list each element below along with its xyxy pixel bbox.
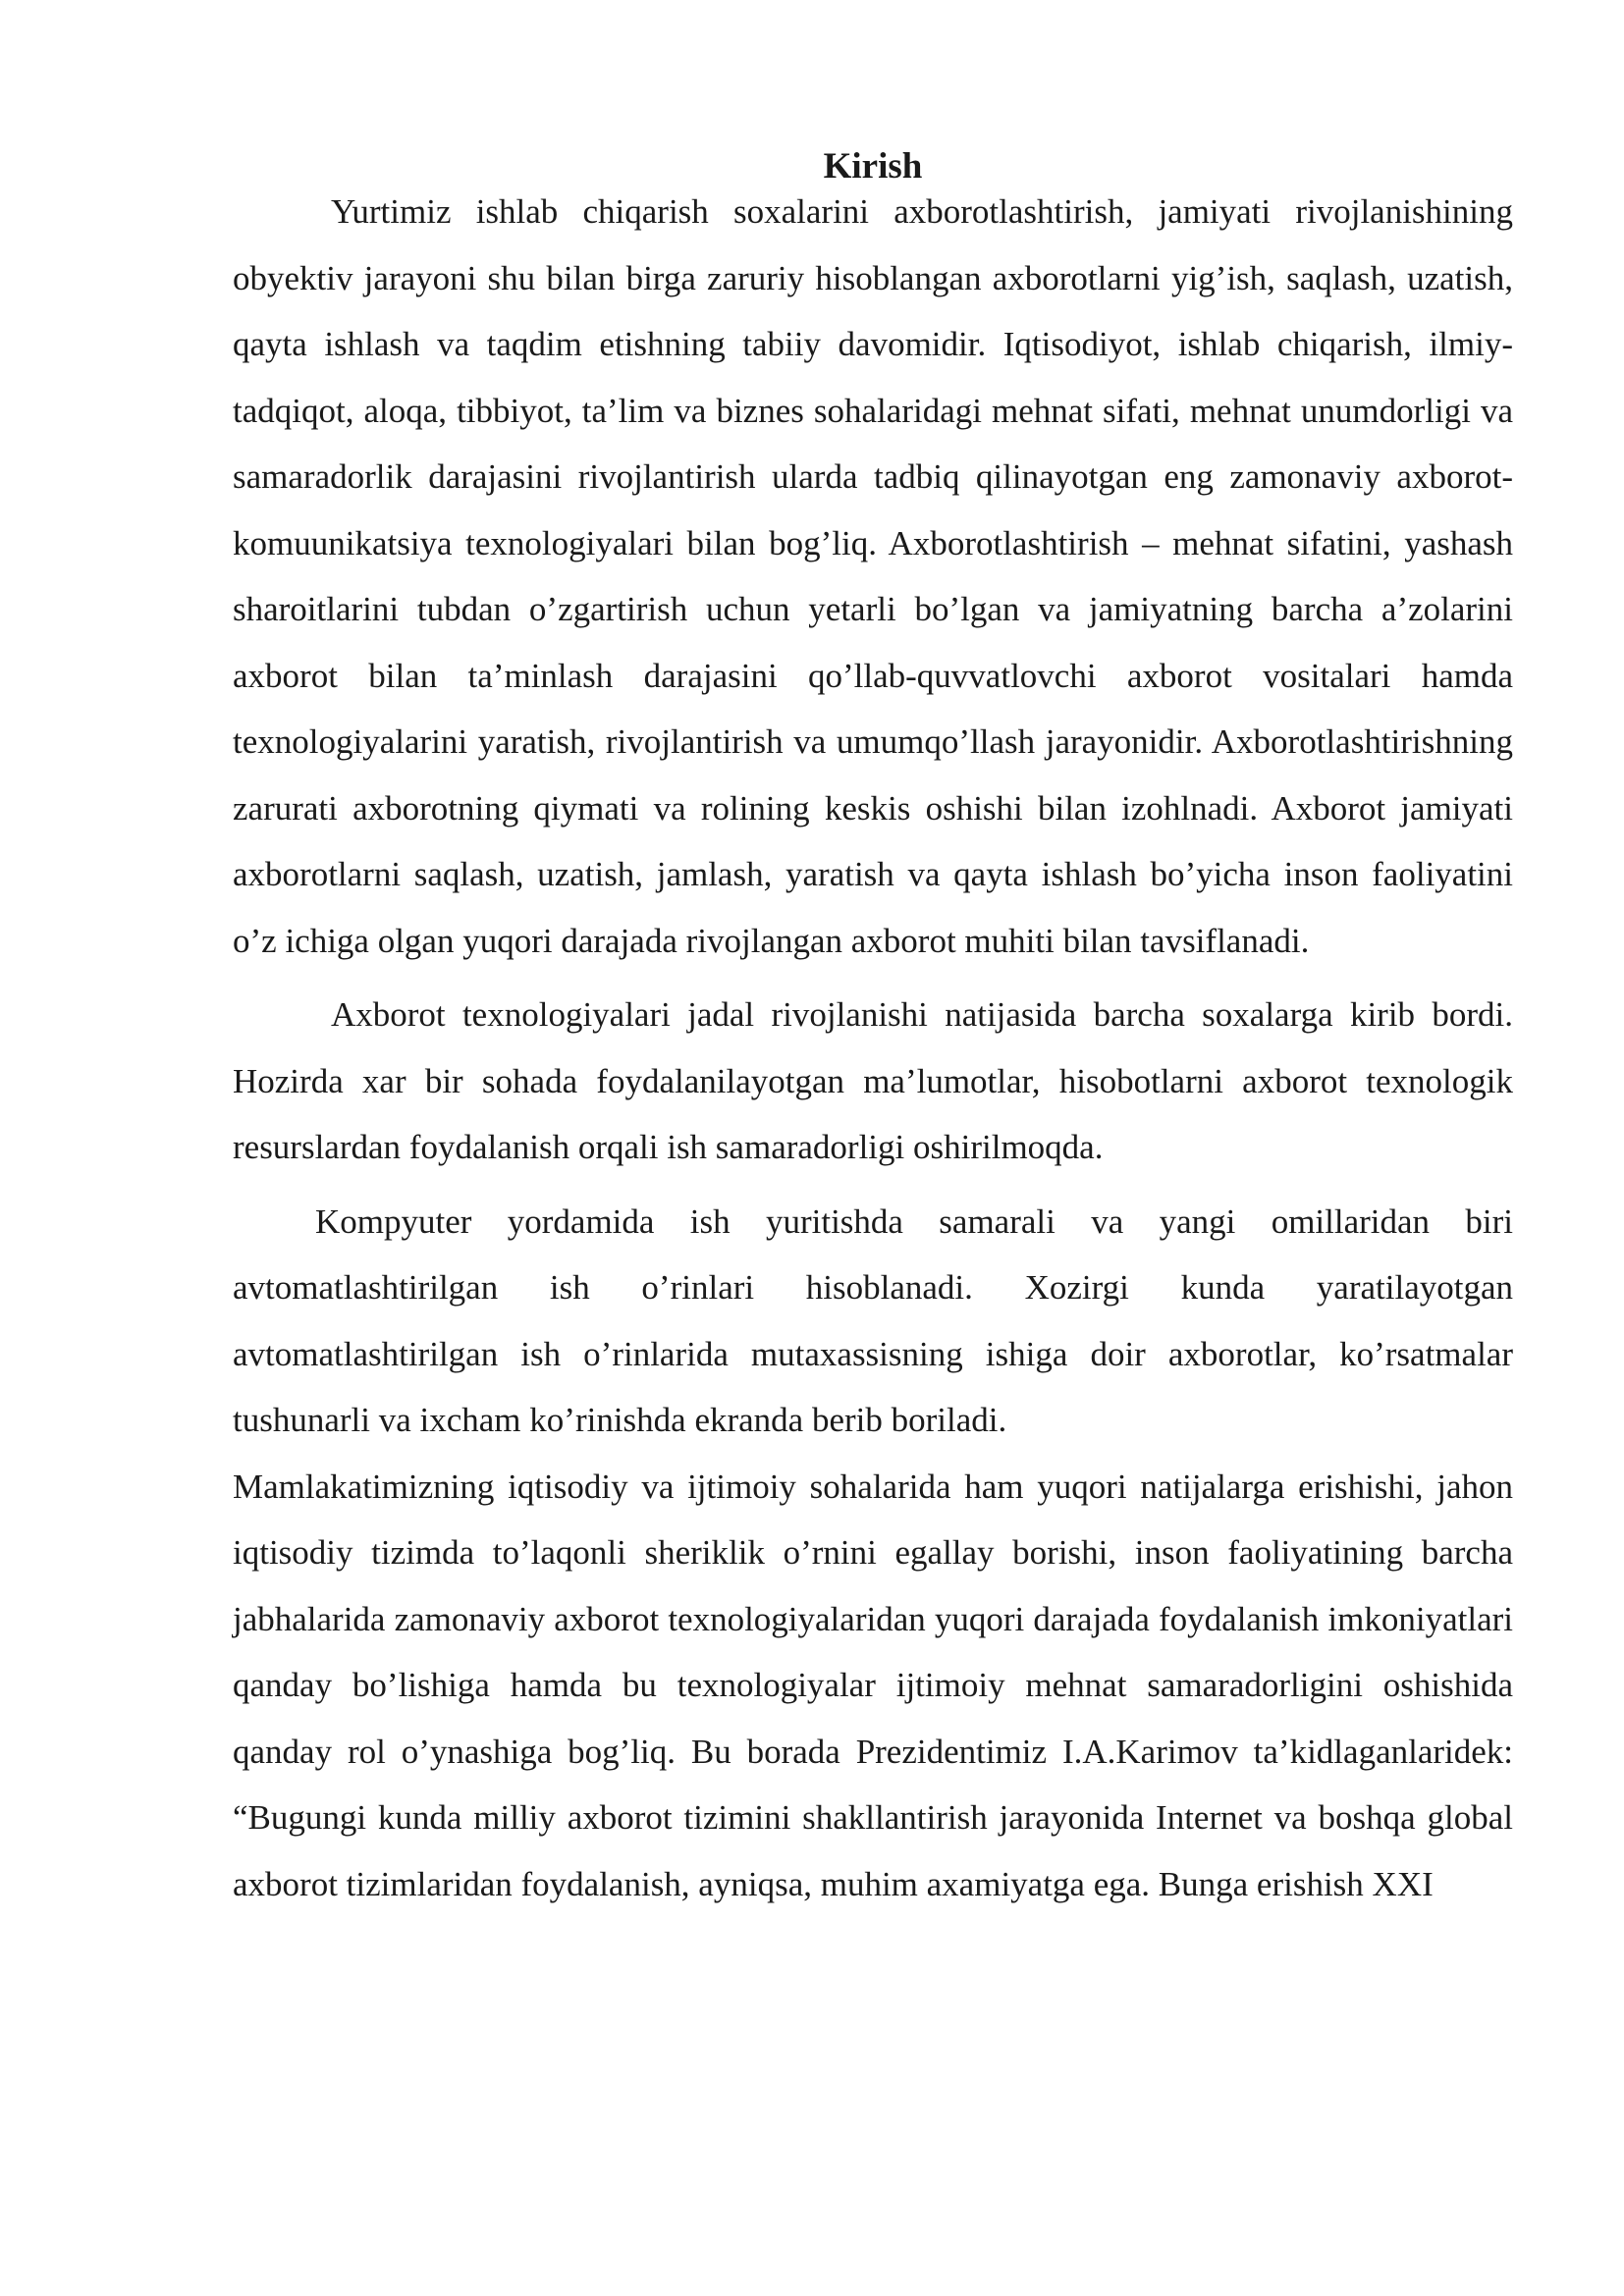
paragraph-4: Mamlakatimizning iqtisodiy va ijtimoiy sohalarida ham yuqori natijalarga erishishi, jahon iqtisodiy tizimda to’laqonli sheriklik o’rnini egallay borishi, inson faoliyatining barcha jabhalarida zamonaviy axborot texnologiyalaridan yuqori darajada foydalanish imkoniyatlari qanday bo’lishiga hamda bu texnologiyalar ijtimoiy mehnat samaradorligini oshishida qanday rol o’ynashiga bog’liq. Bu borada Prezidentimiz I.A.Karimov ta’kidlaganlaridek: “Bugungi kunda milliy axborot tizimini shakllantirish jarayonida Internet va boshqa global axborot tizimlaridan foydalanish, ayniqsa, muhim axamiyatga ega. Bunga erishish XXI: [233, 1467, 1513, 1903]
paragraph-2: Axborot texnologiyalari jadal rivojlanishi natijasida barcha soxalarga kirib bordi. Hozirda xar bir sohada foydalanilayotgan ma’lumotlar, hisobotlarni axborot texnologik resurslardan foydalanish orqali ish samaradorligi oshirilmoqda.: [233, 995, 1513, 1166]
document-body: [233, 147, 1513, 1917]
document-title: Kirish: [823, 146, 923, 187]
paragraph-1: Yurtimiz ishlab chiqarish soxalarini axborotlashtirish, jamiyati rivojlanishining obyektiv jarayoni shu bilan birga zaruriy hisoblangan axborotlarni yig’ish, saqlash, uzatish, qayta ishlash va taqdim etishning tabiiy davomidir. Iqtisodiyot, ishlab chiqarish, ilmiy-tadqiqot, aloqa, tibbiyot, ta’lim va biznes sohalaridagi mehnat sifati, mehnat unumdorligi va samaradorlik darajasini rivojlantirish ularda tadbiq qilinayotgan eng zamonaviy axborot-komuunikatsiya texnologiyalari bilan bog’liq. Axborotlashtirish – mehnat sifatini, yashash sharoitlarini tubdan o’zgartirish uchun yetarli bo’lgan va jamiyatning barcha a’zolarini axborot bilan ta’minlash darajasini qo’llab-quvvatlovchi axborot vositalari hamda texnologiyalarini yaratish, rivojlantirish va umumqo’llash jarayonidir. Axborotlashtirishning zarurati axborotning qiymati va rolining keskis oshishi bilan izohlnadi. Axborot jamiyati axborotlarni saqlash, uzatish, jamlash, yaratish va qayta ishlash bo’yicha inson faoliyatini o’z ichiga olgan yuqori darajada rivojlangan axborot muhiti bilan tavsiflanadi.: [233, 192, 1513, 960]
paragraph-3: Kompyuter yordamida ish yuritishda samarali va yangi omillaridan biri avtomatlashtirilgan ish o’rinlari hisoblanadi. Xozirgi kunda yaratilayotgan avtomatlashtirilgan ish o’rinlarida mutaxassisning ishiga doir axborotlar, ko’rsatmalar tushunarli va ixcham ko’rinishda ekranda berib boriladi.: [233, 1201, 1513, 1439]
